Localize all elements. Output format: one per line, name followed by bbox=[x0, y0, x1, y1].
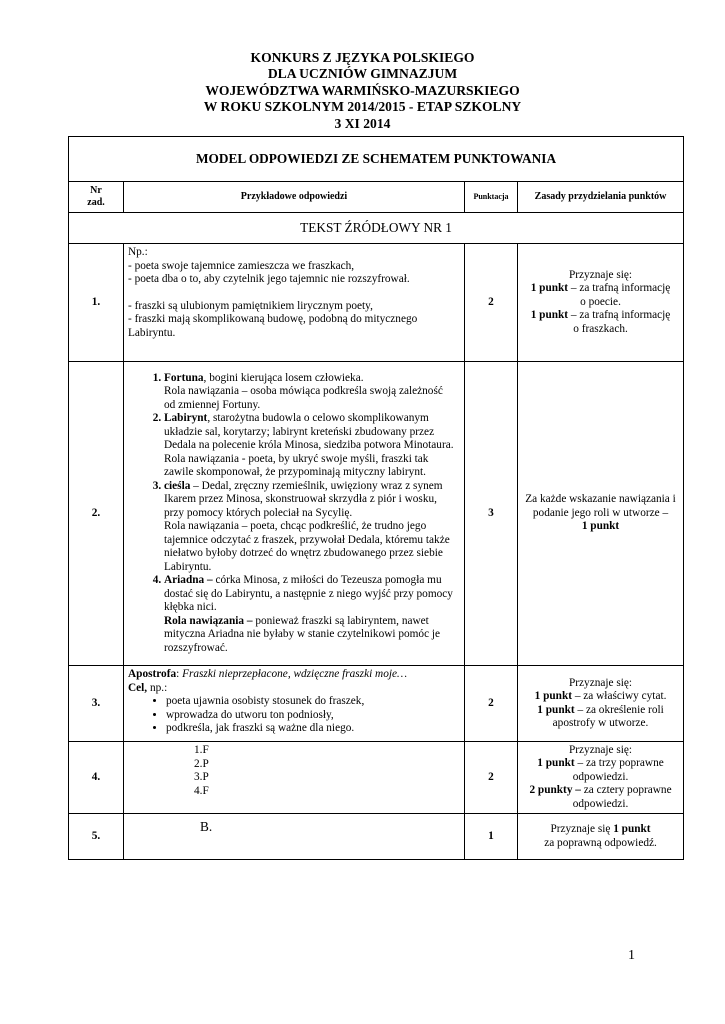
document-header bbox=[0, 50, 725, 132]
table-row bbox=[69, 814, 684, 860]
allusion-desc: – Dedal, zręczny rzemieślnik, uwięziony wraz z synem Ikarem przez Minosa, skonstruował skrzydła z piór i wosku, przy pomocy których poleciał na Sycylię. bbox=[164, 479, 443, 519]
points-value: 2 bbox=[465, 742, 518, 814]
list-item bbox=[164, 412, 456, 480]
rule-text: Za każde wskazanie nawiązania i podanie jego roli w utworze – bbox=[525, 493, 676, 519]
rule-cell bbox=[518, 742, 684, 814]
rule-text: – za trafną informację o fraszkach. bbox=[568, 309, 671, 335]
list-item bbox=[164, 480, 456, 575]
purpose-np: np.: bbox=[147, 681, 168, 694]
header-line-4: W ROKU SZKOLNYM 2014/2015 - ETAP SZKOLNY bbox=[203, 99, 522, 115]
rule-bold: 2 punkty – bbox=[529, 784, 581, 797]
answer-line: 2.P bbox=[194, 757, 209, 770]
allusion-desc: , starożytna budowla o celowo skomplikowanym układzie sal, korytarzy; labirynt kreteński zbudowany przez Dedala na polecenie króla Minosa, siedziba potwora Minotaura. bbox=[164, 412, 454, 452]
rule-text: za poprawną odpowiedź. bbox=[544, 836, 657, 849]
points-value: 3 bbox=[465, 362, 518, 666]
allusion-desc: córka Minosa, z miłości do Tezeusza pomogła mu dostać się do Labiryntu, a następnie z niego wyjść przy pomocy kłębka nici. bbox=[164, 574, 453, 614]
col-nr-line2: zad. bbox=[87, 197, 105, 208]
rule-cell bbox=[518, 362, 684, 666]
apostrophe-colon: : bbox=[176, 668, 183, 680]
header-line-5: 3 XI 2014 bbox=[334, 115, 391, 131]
role-label: Rola nawiązania – bbox=[164, 614, 253, 627]
rule-bold: 1 punkt bbox=[581, 520, 620, 533]
rule-cell bbox=[518, 814, 684, 860]
rule-cell bbox=[518, 666, 684, 742]
list-item: • podkreśla, jak fraszki są ważne dla niego. bbox=[166, 722, 460, 736]
rule-text: – za trafną informację o poecie. bbox=[568, 282, 671, 308]
answer-line: 1.F bbox=[194, 744, 209, 756]
col-nr bbox=[69, 182, 124, 213]
rule-bold: 1 punkt bbox=[530, 309, 569, 322]
task-number: 1. bbox=[69, 244, 124, 362]
table-row bbox=[69, 362, 684, 666]
list-item: • wprowadza do utworu ton podniosły, bbox=[166, 709, 460, 723]
answer-cell bbox=[124, 244, 465, 362]
answer-key-table bbox=[68, 136, 684, 860]
col-rules: Zasady przydzielania punktów bbox=[518, 182, 684, 213]
list-item: • poeta ujawnia osobisty stosunek do fraszek, bbox=[166, 695, 460, 709]
allusion-list bbox=[126, 372, 456, 656]
rule-intro: Przyznaje się: bbox=[568, 268, 633, 281]
rule-bold: 1 punkt bbox=[537, 757, 575, 770]
rule-text: – za właściwy cytat. bbox=[572, 690, 667, 702]
header-line-3: WOJEWÓDZTWA WARMIŃSKO-MAZURSKIEGO bbox=[205, 82, 520, 98]
allusion-term: cieśla bbox=[164, 479, 191, 492]
rule-bold: 1 punkt bbox=[613, 823, 651, 835]
header-line-1: KONKURS Z JĘZYKA POLSKIEGO bbox=[250, 50, 475, 65]
points-value: 2 bbox=[465, 666, 518, 742]
answer-line: - poeta dba o to, aby czytelnik jego tajemnic nie rozszyfrował. bbox=[128, 273, 410, 285]
apostrophe-label: Apostrofa bbox=[128, 668, 177, 680]
role-label: Rola nawiązania bbox=[164, 385, 239, 398]
purpose-list bbox=[128, 695, 460, 736]
allusion-desc: , bogini kierująca losem człowieka. bbox=[203, 371, 364, 384]
model-title: MODEL ODPOWIEDZI ZE SCHEMATEM PUNKTOWANIA bbox=[69, 137, 684, 182]
task-number: 4. bbox=[69, 742, 124, 814]
task-number: 5. bbox=[69, 814, 124, 860]
list-item bbox=[164, 372, 456, 413]
rule-text: za cztery poprawne odpowiedzi. bbox=[572, 784, 672, 810]
allusion-term: Labirynt bbox=[164, 412, 208, 425]
role-label: Rola nawiązania bbox=[164, 452, 239, 465]
apostrophe-quote: Fraszki nieprzepłacone, wdzięczne fraszki moje… bbox=[182, 668, 408, 680]
role-text: – osoba mówiąca podkreśla swoją zależność od zmiennej Fortuny. bbox=[164, 385, 443, 411]
column-header-row bbox=[69, 182, 684, 213]
role-label: Rola nawiązania – bbox=[164, 520, 248, 533]
answer-cell bbox=[124, 362, 465, 666]
answer-line: 3.P bbox=[194, 771, 209, 783]
role-text: poeta, chcąc podkreślić, że trudno jego tajemnice odczytać z fraszek, przywołał Dedala, któremu także niełatwo byłoby dotrzeć do wnętrz zbudowanego przez siebie Labiryntu. bbox=[164, 520, 450, 573]
rule-bold: 1 punkt bbox=[530, 282, 569, 295]
rule-bold: 1 punkt bbox=[537, 703, 575, 716]
role-text: - poeta, by ukryć swoje myśli, fraszki tak zawile skomponował, że przypominają mityczny labirynt. bbox=[164, 452, 429, 479]
col-answers: Przykładowe odpowiedzi bbox=[124, 182, 465, 213]
rule-text: – za trzy poprawne odpowiedzi. bbox=[572, 757, 664, 783]
allusion-term: Ariadna – bbox=[164, 574, 213, 587]
task-number: 2. bbox=[69, 362, 124, 666]
source-title: TEKST ŹRÓDŁOWY NR 1 bbox=[69, 213, 684, 244]
answer-line: Np.: bbox=[128, 246, 148, 258]
points-value: 1 bbox=[465, 814, 518, 860]
task-number: 3. bbox=[69, 666, 124, 742]
table-row bbox=[69, 244, 684, 362]
table-row bbox=[69, 666, 684, 742]
answer-line: 4.F bbox=[194, 784, 209, 797]
col-nr-line1: Nr bbox=[90, 185, 102, 196]
rule-bold: 1 punkt bbox=[534, 690, 572, 702]
header-line-2: DLA UCZNIÓW GIMNAZJUM bbox=[267, 66, 458, 82]
table-row bbox=[69, 742, 684, 814]
points-value: 2 bbox=[465, 244, 518, 362]
answer-line: - fraszki są ulubionym pamiętnikiem lirycznym poety, bbox=[128, 299, 373, 312]
purpose-label: Cel, bbox=[128, 681, 148, 694]
answer-line: - fraszki mają skomplikowaną budowę, podobną do mitycznego Labiryntu. bbox=[128, 313, 418, 339]
rule-cell bbox=[518, 244, 684, 362]
answer-cell bbox=[124, 666, 465, 742]
rule-text: Przyznaje się bbox=[550, 823, 614, 835]
rule-text: – za określenie roli apostrofy w utworze. bbox=[552, 703, 664, 729]
rule-intro: Przyznaje się: bbox=[568, 743, 633, 756]
answer-line: - poeta swoje tajemnice zamieszcza we fraszkach, bbox=[128, 259, 355, 272]
allusion-term: Fortuna bbox=[164, 371, 204, 384]
rule-intro: Przyznaje się: bbox=[568, 676, 633, 689]
answer-cell bbox=[124, 742, 465, 814]
page-number: 1 bbox=[628, 948, 635, 963]
role-text: ponieważ fraszki są labiryntem, nawet mityczna Ariadna nie byłaby w stanie czytelnikowi pomóc je rozszyfrować. bbox=[164, 614, 441, 654]
col-points: Punktacja bbox=[465, 182, 518, 213]
answer-cell: B. bbox=[124, 814, 465, 860]
list-item bbox=[164, 574, 456, 655]
